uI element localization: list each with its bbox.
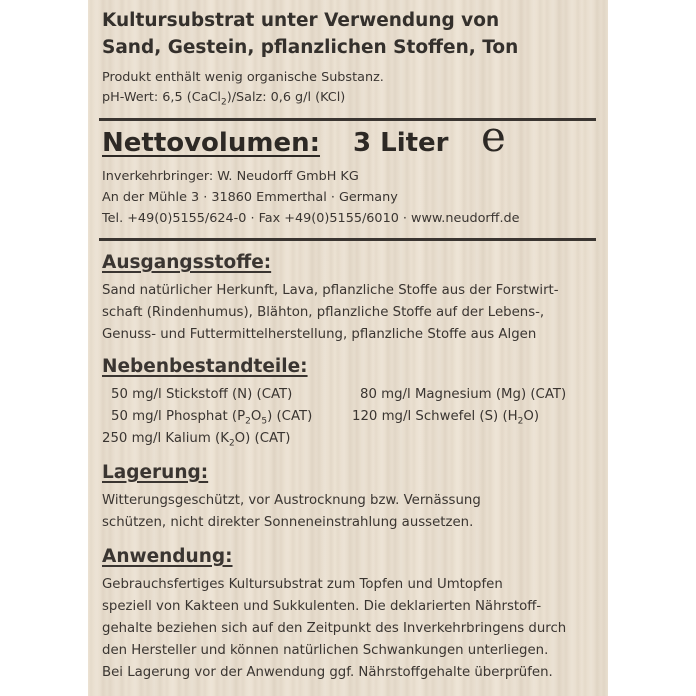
divider-top [99,118,596,121]
nutrient-sulfur [352,406,539,433]
nutrient-nitrogen [111,384,292,406]
ausgangsstoffe-line-1: Sand natürlicher Herkunft, Lava, pflanzliche Stoffe aus der Forstwirt- [102,283,559,298]
nutrient-text: O) [523,409,540,424]
ph-line [102,88,345,113]
nutrient-text: ) (CAT) [267,409,313,424]
nutrient-potassium [102,428,290,455]
company-line-2: An der Mühle 3 · 31860 Emmerthal · Germany [102,190,398,205]
anwendung-line-2: speziell von Kakteen und Sukkulenten. Die deklarierten Nährstoff- [102,599,542,614]
ph-prefix: pH-Wert: 6,5 (CaCl [102,90,221,105]
estimated-sign-icon: e [481,112,506,161]
volume-row [102,128,320,158]
section-heading-ausgangsstoffe: Ausgangsstoffe: [102,252,272,273]
lagerung-line-1: Witterungsgeschützt, vor Austrocknung bzw. Vernässung [102,493,481,508]
company-line-3: Tel. +49(0)5155/624-0 · Fax +49(0)5155/6010 · www.neudorff.de [102,211,520,226]
nutrient-text: 50 mg/l Phosphat (P [111,409,246,424]
anwendung-line-1: Gebrauchsfertiges Kultursubstrat zum Topfen und Umtopfen [102,577,503,592]
nutrient-text: O [250,409,262,424]
ausgangsstoffe-line-2: schaft (Rindenhumus), Blähton, pflanzliche Stoffe auf der Lebens-, [102,305,545,320]
title-line-2: Sand, Gestein, pflanzlichen Stoffen, Ton [102,37,519,58]
ausgangsstoffe-line-3: Genuss- und Futtermittelherstellung, pflanzliche Stoffe aus Algen [102,327,537,342]
nutrient-text: 250 mg/l Kalium (K [102,431,229,446]
nutrient-text: O) (CAT) [234,431,291,446]
nutrient-subscript: 2 [245,416,251,427]
nutrient-text: 80 mg/l Magnesium (Mg) (CAT) [360,387,567,402]
volume-label: Nettovolumen: [102,128,320,158]
section-heading-anwendung: Anwendung: [102,546,233,567]
nutrient-text: 50 mg/l Stickstoff (N) (CAT) [111,387,293,402]
anwendung-line-3: gehalte beziehen sich auf den Zeitpunkt des Inverkehrbringens durch [102,621,567,636]
nutrient-subscript: 2 [517,416,524,427]
product-label [88,0,608,696]
volume-value: 3 Liter [353,128,449,158]
organic-note: Produkt enthält wenig organische Substanz. [102,70,384,85]
company-line-1: Inverkehrbringer: W. Neudorff GmbH KG [102,169,359,184]
ph-subscript: 2 [220,97,227,108]
ph-suffix: )/Salz: 0,6 g/l (KCl) [226,90,346,105]
lagerung-line-2: schützen, nicht direkter Sonneneinstrahlung aussetzen. [102,515,474,530]
anwendung-line-5: Bei Lagerung vor der Anwendung ggf. Nährstoffgehalte überprüfen. [102,665,553,680]
anwendung-line-4: den Hersteller und können natürlichen Schwankungen unterliegen. [102,643,549,658]
title-line-1: Kultursubstrat unter Verwendung von [102,10,500,31]
nutrient-subscript: 2 [228,438,235,449]
divider-middle [99,238,596,241]
section-heading-lagerung: Lagerung: [102,462,209,483]
nutrient-magnesium [360,384,566,406]
nutrient-text: 120 mg/l Schwefel (S) (H [352,409,518,424]
nutrient-subscript: 5 [261,416,268,427]
section-heading-nebenbestandteile: Nebenbestandteile: [102,356,308,377]
